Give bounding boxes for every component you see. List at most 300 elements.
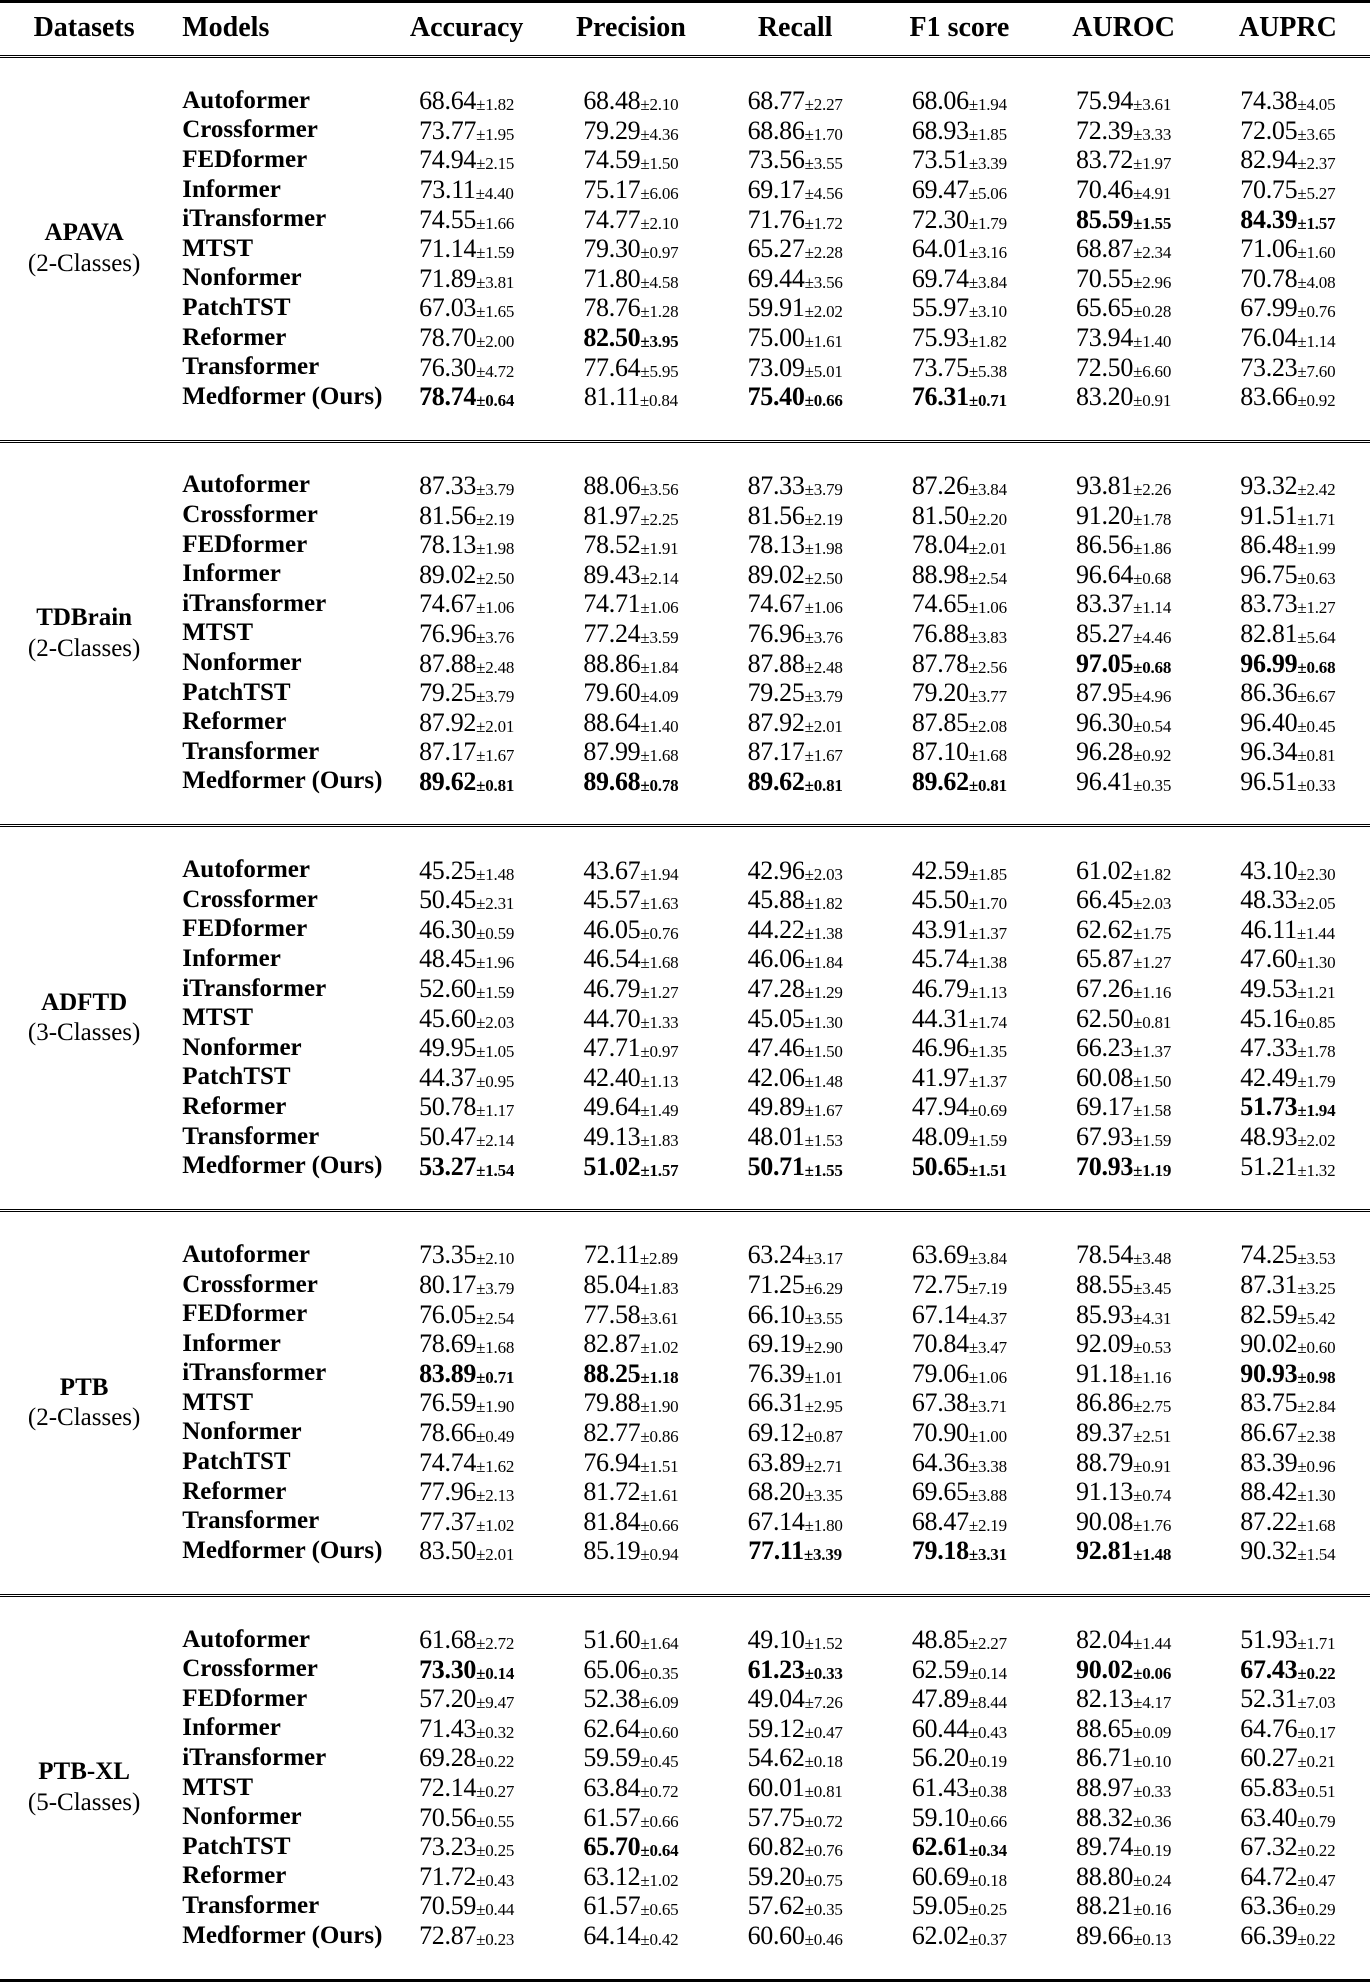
metric-mean: 71.14 — [419, 234, 477, 264]
metric-mean: 71.06 — [1240, 234, 1298, 264]
metric-mean: 66.39 — [1240, 1921, 1298, 1951]
metric-value — [877, 737, 1041, 767]
metric-std: ±1.64 — [640, 1634, 679, 1654]
metric-value — [1206, 856, 1370, 886]
metric-std: ±0.25 — [968, 1900, 1007, 1920]
model-name: Transformer — [182, 737, 320, 765]
metric-mean: 68.48 — [583, 86, 641, 116]
metric-mean: 79.20 — [911, 678, 969, 708]
metric-value — [385, 293, 549, 323]
metric-value — [549, 471, 713, 501]
metric-value — [1206, 560, 1370, 590]
metric-mean: 87.78 — [911, 648, 969, 678]
metric-mean: 87.92 — [747, 707, 805, 737]
metric-value — [1041, 116, 1205, 146]
metric-value — [1041, 1270, 1205, 1300]
metric-std: ±1.52 — [804, 1634, 843, 1654]
metric-value — [549, 1655, 713, 1685]
metric-value — [1206, 648, 1370, 678]
metric-value — [877, 1240, 1041, 1270]
metric-mean: 59.12 — [747, 1713, 805, 1743]
metric-std: ±0.45 — [640, 1752, 679, 1772]
metric-std: ±1.80 — [804, 1515, 843, 1535]
metric-std: ±0.79 — [1297, 1811, 1336, 1831]
metric-mean: 87.88 — [419, 648, 477, 678]
metric-std: ±1.48 — [476, 864, 515, 884]
metric-std: ±3.71 — [968, 1397, 1007, 1417]
table-row — [0, 471, 1370, 501]
metric-mean: 86.36 — [1240, 678, 1298, 708]
metric-value — [713, 619, 877, 649]
metric-mean: 88.86 — [583, 648, 641, 678]
metric-std: ±1.94 — [640, 864, 679, 884]
metric-std: ±0.86 — [640, 1426, 679, 1446]
model-name: Autoformer — [182, 1625, 310, 1653]
metric-value — [1206, 1092, 1370, 1122]
metric-value — [1206, 471, 1370, 501]
metric-mean: 51.60 — [583, 1625, 641, 1655]
metric-std: ±1.28 — [640, 302, 679, 322]
metric-mean: 45.60 — [419, 1003, 477, 1033]
metric-mean: 93.32 — [1240, 470, 1298, 500]
metric-value — [385, 974, 549, 1004]
metric-mean: 73.09 — [747, 352, 805, 382]
metric-std: ±3.84 — [968, 479, 1007, 499]
metric-value — [713, 1299, 877, 1329]
metric-value — [385, 708, 549, 738]
metric-std: ±0.43 — [968, 1722, 1007, 1742]
model-name: Nonformer — [182, 1418, 302, 1446]
metric-mean: 74.77 — [583, 204, 641, 234]
metric-mean: 48.33 — [1240, 885, 1298, 915]
metric-std: ±3.16 — [968, 243, 1007, 263]
model-name: Crossformer — [182, 501, 318, 529]
metric-mean: 59.05 — [911, 1891, 969, 1921]
metric-value — [877, 116, 1041, 146]
metric-std: ±0.09 — [1133, 1722, 1172, 1742]
metric-value — [713, 234, 877, 264]
metric-mean: 79.88 — [583, 1388, 641, 1418]
metric-mean: 64.01 — [911, 234, 969, 264]
metric-value — [1206, 204, 1370, 234]
metric-value — [877, 471, 1041, 501]
metric-mean: 86.56 — [1076, 530, 1134, 560]
metric-std: ±1.38 — [804, 923, 843, 943]
metric-mean: 73.23 — [1240, 352, 1298, 382]
metric-mean: 69.28 — [419, 1743, 477, 1773]
table-row — [0, 619, 1370, 649]
metric-value — [877, 1743, 1041, 1773]
metric-mean: 96.34 — [1240, 737, 1298, 767]
metric-mean: 85.59 — [1076, 204, 1134, 234]
metric-std: ±0.91 — [1133, 391, 1172, 411]
metric-std: ±0.81 — [804, 1782, 843, 1802]
metric-std: ±1.06 — [968, 598, 1007, 618]
metric-value — [1206, 1418, 1370, 1448]
dataset-name: ADFTD — [41, 988, 128, 1016]
model-name: Nonformer — [182, 264, 302, 292]
table-row — [0, 145, 1370, 175]
metric-mean: 65.27 — [747, 234, 805, 264]
metric-mean: 50.47 — [419, 1122, 477, 1152]
metric-value — [549, 619, 713, 649]
metric-mean: 65.83 — [1240, 1773, 1298, 1803]
metric-std: ±0.81 — [804, 775, 843, 795]
metric-mean: 48.85 — [911, 1625, 969, 1655]
metric-mean: 43.67 — [583, 855, 641, 885]
metric-mean: 96.28 — [1076, 737, 1134, 767]
metric-mean: 85.04 — [583, 1269, 641, 1299]
metric-value — [877, 1714, 1041, 1744]
metric-value — [1206, 708, 1370, 738]
metric-value — [1206, 1004, 1370, 1034]
metric-std: ±2.56 — [968, 657, 1007, 677]
metric-value — [385, 1743, 549, 1773]
metric-std: ±2.27 — [968, 1634, 1007, 1654]
metric-mean: 48.09 — [911, 1122, 969, 1152]
metric-mean: 88.32 — [1076, 1802, 1134, 1832]
metric-value — [877, 1004, 1041, 1034]
metric-std: ±1.58 — [1133, 1101, 1172, 1121]
metric-value — [549, 1743, 713, 1773]
metric-value — [385, 1714, 549, 1744]
metric-mean: 79.06 — [911, 1358, 969, 1388]
metric-value — [877, 1388, 1041, 1418]
table-row — [0, 500, 1370, 530]
metric-mean: 81.11 — [583, 382, 640, 412]
metric-value — [713, 974, 877, 1004]
metric-std: ±0.96 — [1297, 1456, 1336, 1476]
metric-std: ±0.19 — [968, 1752, 1007, 1772]
metric-value — [713, 915, 877, 945]
metric-std: ±6.60 — [1133, 361, 1172, 381]
metric-std: ±0.46 — [804, 1930, 843, 1950]
metric-mean: 73.77 — [419, 115, 477, 145]
metric-value — [1041, 1447, 1205, 1477]
metric-mean: 89.02 — [747, 559, 805, 589]
metric-value — [549, 856, 713, 886]
metric-value — [713, 1832, 877, 1862]
table-row — [0, 1063, 1370, 1093]
metric-mean: 87.33 — [419, 470, 477, 500]
metric-value — [549, 885, 713, 915]
column-header-auprc: AUPRC — [1238, 12, 1337, 43]
model-name: Transformer — [182, 353, 320, 381]
metric-std: ±1.16 — [1133, 983, 1172, 1003]
table-row — [0, 1507, 1370, 1537]
metric-value — [385, 1536, 549, 1566]
metric-value — [385, 648, 549, 678]
metric-mean: 75.93 — [911, 322, 969, 352]
metric-std: ±2.75 — [1133, 1397, 1172, 1417]
metric-mean: 87.92 — [419, 707, 477, 737]
metric-mean: 88.21 — [1076, 1891, 1134, 1921]
metric-std: ±1.44 — [1296, 923, 1335, 943]
metric-mean: 88.80 — [1076, 1861, 1134, 1891]
model-name: MTST — [182, 1388, 254, 1416]
model-name: Informer — [182, 1714, 281, 1742]
metric-value — [713, 885, 877, 915]
metric-std: ±5.64 — [1297, 627, 1336, 647]
metric-std: ±0.95 — [476, 1071, 515, 1091]
metric-value — [713, 560, 877, 590]
metric-mean: 50.45 — [419, 885, 477, 915]
metric-mean: 57.20 — [419, 1684, 477, 1714]
metric-std: ±1.30 — [1297, 953, 1336, 973]
metric-mean: 61.43 — [911, 1773, 969, 1803]
metric-mean: 82.81 — [1240, 618, 1298, 648]
model-name: FEDformer — [182, 1300, 308, 1328]
metric-value — [1041, 1862, 1205, 1892]
metric-std: ±1.79 — [1297, 1071, 1336, 1091]
table-row — [0, 1418, 1370, 1448]
metric-value — [385, 116, 549, 146]
metric-std: ±1.27 — [1133, 953, 1172, 973]
metric-mean: 76.96 — [747, 618, 805, 648]
metric-std: ±1.00 — [968, 1426, 1007, 1446]
metric-std: ±2.19 — [968, 1515, 1007, 1535]
metric-value — [877, 1122, 1041, 1152]
metric-std: ±2.01 — [804, 716, 843, 736]
metric-mean: 71.89 — [419, 263, 477, 293]
metric-value — [385, 204, 549, 234]
metric-std: ±6.06 — [640, 184, 679, 204]
metric-std: ±3.55 — [804, 1308, 843, 1328]
metric-value — [1041, 589, 1205, 619]
model-name: MTST — [182, 1004, 254, 1032]
metric-std: ±0.14 — [968, 1663, 1007, 1683]
metric-std: ±2.26 — [1133, 479, 1172, 499]
metric-mean: 45.57 — [583, 885, 641, 915]
metric-std: ±0.28 — [1133, 302, 1172, 322]
metric-std: ±3.79 — [476, 1278, 515, 1298]
metric-std: ±4.40 — [475, 184, 514, 204]
metric-value — [877, 767, 1041, 797]
metric-mean: 72.87 — [419, 1921, 477, 1951]
metric-value — [1206, 1151, 1370, 1181]
metric-mean: 61.02 — [1076, 855, 1134, 885]
metric-value — [877, 1418, 1041, 1448]
metric-mean: 73.51 — [911, 145, 969, 175]
metric-std: ±3.59 — [640, 627, 679, 647]
metric-mean: 76.30 — [419, 352, 477, 382]
metric-value — [877, 352, 1041, 382]
metric-value — [549, 1329, 713, 1359]
table-row — [0, 204, 1370, 234]
metric-value — [549, 264, 713, 294]
metric-mean: 82.77 — [583, 1417, 641, 1447]
table-row — [0, 678, 1370, 708]
metric-value — [713, 1743, 877, 1773]
metric-mean: 84.39 — [1240, 204, 1298, 234]
metric-mean: 60.69 — [911, 1861, 969, 1891]
metric-std: ±1.50 — [640, 154, 679, 174]
metric-std: ±1.59 — [476, 243, 515, 263]
metric-std: ±4.31 — [1133, 1308, 1172, 1328]
metric-std: ±1.60 — [1297, 243, 1336, 263]
table-row — [0, 530, 1370, 560]
metric-value — [549, 116, 713, 146]
metric-value — [877, 1536, 1041, 1566]
metric-value — [877, 619, 1041, 649]
metric-mean: 82.59 — [1240, 1299, 1298, 1329]
metric-value — [713, 1507, 877, 1537]
metric-value — [877, 86, 1041, 116]
metric-value — [385, 500, 549, 530]
metric-value — [385, 1773, 549, 1803]
metric-mean: 91.13 — [1076, 1477, 1134, 1507]
metric-std: ±0.17 — [1297, 1722, 1336, 1742]
block-spacer — [0, 1181, 1370, 1211]
metric-std: ±3.38 — [968, 1456, 1007, 1476]
metric-value — [385, 1329, 549, 1359]
metric-mean: 75.17 — [583, 175, 641, 205]
metric-std: ±1.14 — [1297, 331, 1336, 351]
metric-value — [549, 915, 713, 945]
metric-mean: 49.95 — [419, 1033, 477, 1063]
metric-mean: 66.23 — [1076, 1033, 1134, 1063]
metric-value — [1206, 1832, 1370, 1862]
metric-mean: 86.48 — [1240, 530, 1298, 560]
metric-std: ±0.42 — [640, 1930, 679, 1950]
metric-value — [713, 1004, 877, 1034]
metric-std: ±1.85 — [968, 864, 1007, 884]
metric-value — [1041, 1832, 1205, 1862]
metric-value — [877, 1507, 1041, 1537]
metric-value — [1206, 974, 1370, 1004]
metric-value — [877, 915, 1041, 945]
metric-std: ±5.27 — [1297, 184, 1336, 204]
metric-value — [877, 1625, 1041, 1655]
metric-mean: 76.31 — [911, 382, 969, 412]
metric-mean: 86.67 — [1240, 1417, 1298, 1447]
table-row — [0, 175, 1370, 205]
metric-std: ±1.13 — [968, 983, 1007, 1003]
metric-std: ±0.35 — [804, 1900, 843, 1920]
metric-mean: 76.04 — [1240, 322, 1298, 352]
metric-std: ±0.27 — [476, 1782, 515, 1802]
metric-std: ±1.16 — [1133, 1367, 1172, 1387]
metric-std: ±1.78 — [1133, 509, 1172, 529]
metric-std: ±2.84 — [1297, 1397, 1336, 1417]
metric-std: ±5.95 — [640, 361, 679, 381]
metric-mean: 81.56 — [419, 500, 477, 530]
metric-std: ±1.85 — [968, 124, 1007, 144]
metric-mean: 73.11 — [419, 175, 476, 205]
model-name: FEDformer — [182, 915, 308, 943]
metric-std: ±3.10 — [968, 302, 1007, 322]
metric-std: ±0.14 — [476, 1663, 515, 1683]
metric-mean: 64.14 — [583, 1921, 641, 1951]
model-name: Medformer (Ours) — [182, 1536, 383, 1564]
metric-mean: 89.74 — [1076, 1832, 1134, 1862]
metric-value — [1041, 1418, 1205, 1448]
metric-mean: 68.47 — [911, 1506, 969, 1536]
metric-value — [1041, 915, 1205, 945]
metric-value — [713, 264, 877, 294]
metric-value — [1041, 204, 1205, 234]
metric-mean: 72.75 — [911, 1269, 969, 1299]
metric-value — [549, 86, 713, 116]
metric-std: ±0.35 — [1133, 775, 1172, 795]
metric-mean: 96.75 — [1240, 559, 1298, 589]
metric-value — [549, 1151, 713, 1181]
metric-std: ±1.35 — [968, 1042, 1007, 1062]
table-row — [0, 264, 1370, 294]
metric-std: ±2.02 — [804, 302, 843, 322]
metric-value — [1041, 560, 1205, 590]
metric-value — [713, 1536, 877, 1566]
metric-mean: 87.33 — [747, 470, 805, 500]
metric-mean: 42.59 — [911, 855, 969, 885]
metric-value — [385, 737, 549, 767]
metric-std: ±1.27 — [640, 983, 679, 1003]
metric-value — [877, 1477, 1041, 1507]
column-header-recall: Recall — [757, 12, 833, 43]
metric-mean: 43.91 — [911, 914, 969, 944]
metric-mean: 87.99 — [583, 737, 641, 767]
metric-std: ±0.78 — [640, 775, 679, 795]
model-name: Medformer (Ours) — [182, 1921, 383, 1949]
metric-mean: 89.43 — [583, 559, 641, 589]
metric-value — [1041, 1536, 1205, 1566]
metric-mean: 88.65 — [1076, 1713, 1134, 1743]
model-name: Transformer — [182, 1507, 320, 1535]
metric-mean: 50.71 — [747, 1151, 805, 1181]
metric-value — [549, 708, 713, 738]
table-row — [0, 1240, 1370, 1270]
metric-std: ±0.81 — [1133, 1012, 1172, 1032]
model-name: Informer — [182, 175, 281, 203]
metric-mean: 89.02 — [419, 559, 477, 589]
dataset-label — [0, 471, 168, 797]
metric-value — [1041, 1033, 1205, 1063]
metric-mean: 46.05 — [583, 914, 641, 944]
metric-mean: 65.70 — [583, 1832, 641, 1862]
table-row — [0, 1625, 1370, 1655]
metric-std: ±2.15 — [476, 154, 515, 174]
metric-mean: 72.11 — [583, 1240, 640, 1270]
metric-std: ±3.61 — [1133, 95, 1172, 115]
metric-std: ±0.85 — [1297, 1012, 1336, 1032]
metric-value — [1206, 145, 1370, 175]
metric-std: ±0.29 — [1297, 1900, 1336, 1920]
metric-value — [713, 1092, 877, 1122]
metric-std: ±2.14 — [476, 1131, 515, 1151]
metric-mean: 90.93 — [1240, 1358, 1298, 1388]
metric-mean: 63.24 — [747, 1240, 805, 1270]
metric-mean: 87.31 — [1240, 1269, 1298, 1299]
table-row — [0, 1921, 1370, 1951]
metric-value — [385, 382, 549, 412]
metric-mean: 66.31 — [747, 1388, 805, 1418]
metric-mean: 82.87 — [583, 1329, 641, 1359]
metric-std: ±5.42 — [1297, 1308, 1336, 1328]
metric-value — [385, 264, 549, 294]
metric-mean: 45.25 — [419, 855, 477, 885]
metric-value — [713, 856, 877, 886]
model-name: Autoformer — [182, 856, 310, 884]
dataset-name: APAVA — [44, 219, 124, 247]
metric-std: ±1.61 — [640, 1486, 679, 1506]
metric-mean: 48.45 — [419, 944, 477, 974]
metric-mean: 74.67 — [419, 589, 477, 619]
metric-value — [877, 293, 1041, 323]
metric-mean: 67.43 — [1240, 1654, 1298, 1684]
metric-value — [549, 737, 713, 767]
metric-std: ±0.64 — [476, 391, 515, 411]
metric-mean: 97.05 — [1076, 648, 1134, 678]
